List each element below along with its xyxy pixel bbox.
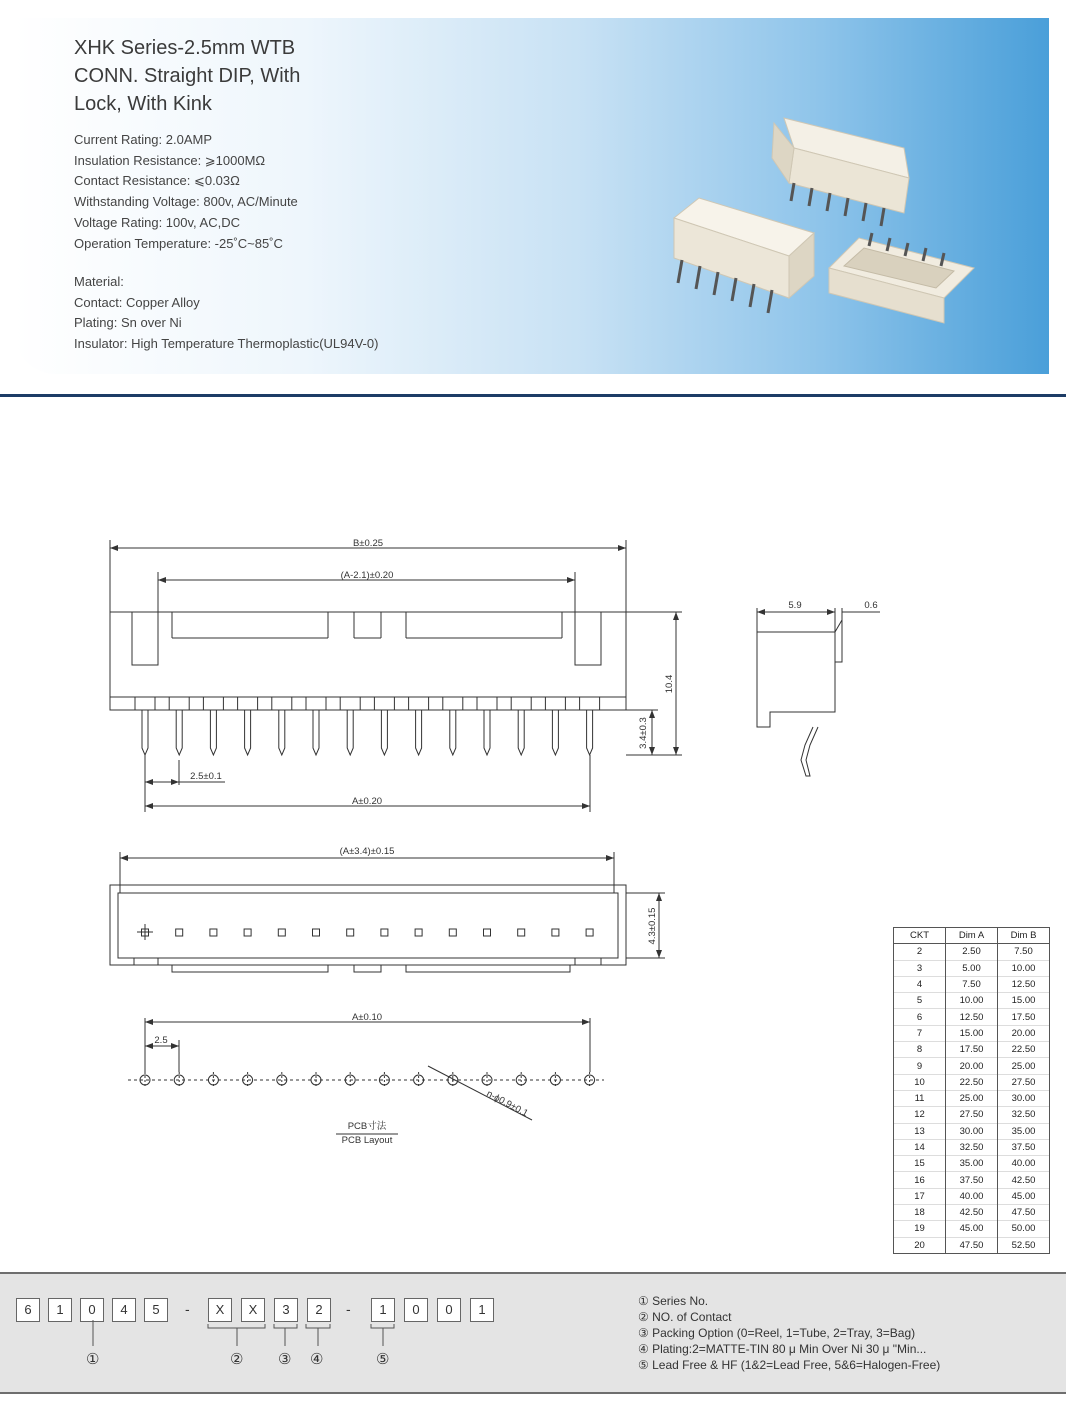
pin-slot [374, 697, 394, 710]
contact-square [244, 929, 251, 936]
pin [587, 710, 593, 755]
part-number-digit: X [208, 1298, 232, 1322]
table-cell-dim-a: 32.50 [946, 1139, 998, 1155]
table-row [894, 976, 1050, 992]
table-cell-ckt: 2 [894, 944, 946, 960]
table-cell-ckt: 15 [894, 1156, 946, 1172]
contact-square [210, 929, 217, 936]
pcb-caption-cn: PCB寸法 [347, 1121, 387, 1132]
table-cell-dim-b: 20.00 [998, 1025, 1050, 1041]
table-row [894, 1156, 1050, 1172]
table-cell-dim-a: 17.50 [946, 1042, 998, 1058]
pcb-holes [140, 1072, 595, 1088]
table-cell-dim-b: 10.00 [998, 960, 1050, 976]
table-cell-dim-b: 37.50 [998, 1139, 1050, 1155]
table-cell-dim-a: 12.50 [946, 1009, 998, 1025]
dim-b: B±0.25 [352, 538, 384, 549]
contact-square [176, 929, 183, 936]
table-cell-dim-a: 27.50 [946, 1107, 998, 1123]
dim-pcb-a: A±0.10 [351, 1012, 383, 1023]
table-cell-dim-a: 45.00 [946, 1221, 998, 1237]
contact-square [278, 929, 285, 936]
table-cell-dim-a: 25.00 [946, 1090, 998, 1106]
pin-slot [477, 697, 497, 710]
pin [518, 710, 524, 755]
table-cell-dim-a: 22.50 [946, 1074, 998, 1090]
legend-series: ① Series No. [638, 1294, 709, 1308]
table-cell-ckt: 8 [894, 1042, 946, 1058]
table-cell-dim-a: 42.50 [946, 1205, 998, 1221]
table-cell-ckt: 3 [894, 960, 946, 976]
table-cell-ckt: 10 [894, 1074, 946, 1090]
table-cell-dim-b: 15.00 [998, 993, 1050, 1009]
legend-contacts: ② NO. of Contact [638, 1310, 732, 1324]
table-cell-ckt: 12 [894, 1107, 946, 1123]
pin-slot [545, 697, 565, 710]
table-cell-dim-a: 10.00 [946, 993, 998, 1009]
pin-slot [272, 697, 292, 710]
contact-square [449, 929, 456, 936]
table-header-dim-b: Dim B [998, 928, 1050, 944]
contact-square [381, 929, 388, 936]
spec-insulation-resistance: Insulation Resistance: ⩾1000MΩ [74, 152, 266, 168]
product-photo [654, 98, 994, 338]
spec-operation-temperature: Operation Temperature: -25˚C~85˚C [74, 235, 283, 251]
pin-slot [409, 697, 429, 710]
pin-slot [135, 697, 155, 710]
part-number-digit: 0 [80, 1298, 104, 1322]
table-cell-ckt: 20 [894, 1237, 946, 1253]
part-number-digit: 1 [470, 1298, 494, 1322]
pin [484, 710, 490, 755]
header-panel [14, 18, 1049, 374]
dim-pitch: 2.5±0.1 [190, 771, 222, 782]
table-cell-dim-b: 25.00 [998, 1058, 1050, 1074]
contact-square [415, 929, 422, 936]
marker-1: ① [86, 1350, 100, 1368]
material-list [74, 272, 378, 355]
table-cell-ckt: 19 [894, 1221, 946, 1237]
pin-slot [203, 697, 223, 710]
pin-slot [169, 697, 189, 710]
title-line: Lock, With Kink [74, 93, 212, 115]
part-number-digit: 4 [112, 1298, 136, 1322]
table-row [894, 1123, 1050, 1139]
dim-top-depth: 4.3±0.15 [647, 907, 658, 945]
table-cell-dim-a: 20.00 [946, 1058, 998, 1074]
dim-pcb-pitch: 2.5 [154, 1035, 168, 1046]
front-view-pins [135, 697, 600, 755]
marker-5: ⑤ [376, 1350, 390, 1368]
pin [450, 710, 456, 755]
part-number-dash: - [185, 1301, 190, 1317]
table-cell-dim-b: 42.50 [998, 1172, 1050, 1188]
table-row [894, 960, 1050, 976]
table-cell-dim-a: 47.50 [946, 1237, 998, 1253]
table-cell-ckt: 14 [894, 1139, 946, 1155]
table-row [894, 1237, 1050, 1253]
pcb-caption-en: PCB Layout [341, 1135, 393, 1146]
part-number-digit: 6 [16, 1298, 40, 1322]
pin [210, 710, 216, 755]
table-cell-dim-a: 37.50 [946, 1172, 998, 1188]
contact-square [518, 929, 525, 936]
connector-image-left [674, 198, 814, 313]
part-number-digit: X [241, 1298, 265, 1322]
pin [279, 710, 285, 755]
table-cell-ckt: 7 [894, 1025, 946, 1041]
table-cell-dim-a: 30.00 [946, 1123, 998, 1139]
connector-image-right [829, 233, 974, 323]
contact-square [313, 929, 320, 936]
table-row [894, 1074, 1050, 1090]
table-row [894, 1025, 1050, 1041]
table-cell-dim-b: 12.50 [998, 976, 1050, 992]
part-number-digit: 0 [437, 1298, 461, 1322]
pin [313, 710, 319, 755]
material-heading: Material: [74, 274, 124, 289]
legend-packing: ③ Packing Option (0=Reel, 1=Tube, 2=Tray, 3=Bag) [638, 1326, 916, 1340]
legend-plating: ④ Plating:2=MATTE-TIN 80 μ Min Over Ni 30 μ "Min... [638, 1342, 927, 1356]
part-number-digit: 2 [307, 1298, 331, 1322]
table-cell-dim-b: 17.50 [998, 1009, 1050, 1025]
pin-slot [443, 697, 463, 710]
table-row [894, 1090, 1050, 1106]
table-cell-dim-b: 32.50 [998, 1107, 1050, 1123]
table-row [894, 1042, 1050, 1058]
dim-a: A±0.20 [351, 796, 383, 807]
table-cell-dim-b: 50.00 [998, 1221, 1050, 1237]
table-cell-ckt: 5 [894, 993, 946, 1009]
table-cell-dim-b: 47.50 [998, 1205, 1050, 1221]
dimension-table [893, 927, 1050, 1254]
pin [176, 710, 182, 755]
spec-list [74, 130, 298, 254]
product-title [74, 34, 394, 118]
pin-slot [511, 697, 531, 710]
table-cell-dim-a: 5.00 [946, 960, 998, 976]
connector-image-back [772, 118, 909, 226]
contact-square [586, 929, 593, 936]
table-cell-dim-a: 7.50 [946, 976, 998, 992]
part-number-digit: 1 [48, 1298, 72, 1322]
table-cell-dim-a: 40.00 [946, 1188, 998, 1204]
pin-slot [580, 697, 600, 710]
table-cell-dim-b: 30.00 [998, 1090, 1050, 1106]
contact-square [484, 929, 491, 936]
header-divider [0, 394, 1066, 397]
table-header-dim-a: Dim A [946, 928, 998, 944]
table-cell-dim-b: 45.00 [998, 1188, 1050, 1204]
table-cell-ckt: 16 [894, 1172, 946, 1188]
table-cell-ckt: 13 [894, 1123, 946, 1139]
dim-side-width: 5.9 [788, 600, 802, 611]
table-header-row [894, 928, 1050, 944]
dim-side-thickness: 0.6 [864, 600, 878, 611]
pin-slot [340, 697, 360, 710]
table-row [894, 1221, 1050, 1237]
dim-hole: n-ϕ0.9±0.1 [484, 1088, 530, 1120]
pin [381, 710, 387, 755]
table-cell-ckt: 17 [894, 1188, 946, 1204]
table-row [894, 1188, 1050, 1204]
table-cell-ckt: 4 [894, 976, 946, 992]
pin [416, 710, 422, 755]
title-line: CONN. Straight DIP, With [74, 65, 301, 87]
table-row [894, 993, 1050, 1009]
table-cell-dim-b: 7.50 [998, 944, 1050, 960]
part-number-leaders [0, 1320, 420, 1352]
dim-a-minus: (A-2.1)±0.20 [340, 570, 394, 581]
table-row [894, 1009, 1050, 1025]
part-number-legend [638, 1293, 940, 1373]
table-cell-dim-a: 15.00 [946, 1025, 998, 1041]
top-view-holes [137, 924, 593, 940]
material-insulator: Insulator: High Temperature Thermoplastic(UL94V-0) [74, 336, 379, 352]
table-cell-dim-b: 52.50 [998, 1237, 1050, 1253]
spec-withstanding-voltage: Withstanding Voltage: 800v, AC/Minute [74, 194, 298, 210]
pin [142, 710, 148, 755]
part-number-digit: 3 [274, 1298, 298, 1322]
table-cell-dim-b: 40.00 [998, 1156, 1050, 1172]
material-contact: Contact: Copper Alloy [74, 294, 200, 310]
marker-4: ④ [310, 1350, 324, 1368]
dim-height: 10.4 [664, 674, 675, 694]
dim-pin-length: 3.4±0.3 [638, 717, 649, 749]
table-row [894, 1107, 1050, 1123]
pin [552, 710, 558, 755]
table-cell-dim-b: 27.50 [998, 1074, 1050, 1090]
part-number-digit: 5 [144, 1298, 168, 1322]
table-row [894, 1205, 1050, 1221]
table-cell-ckt: 18 [894, 1205, 946, 1221]
legend-lead-free: ⑤ Lead Free & HF (1&2=Lead Free, 5&6=Halogen-Free) [638, 1358, 941, 1372]
table-row [894, 1058, 1050, 1074]
marker-2: ② [230, 1350, 244, 1368]
table-cell-dim-a: 2.50 [946, 944, 998, 960]
dim-top-a-plus: (A±3.4)±0.15 [339, 846, 395, 857]
material-plating: Plating: Sn over Ni [74, 315, 182, 331]
pin-slot [306, 697, 326, 710]
spec-current-rating: Current Rating: 2.0AMP [74, 132, 213, 147]
part-number-dash: - [346, 1301, 351, 1317]
pin [245, 710, 251, 755]
contact-square [552, 929, 559, 936]
title-line: XHK Series-2.5mm WTB [74, 37, 296, 59]
part-number-digit: 1 [371, 1298, 395, 1322]
pin-slot [238, 697, 258, 710]
table-cell-ckt: 6 [894, 1009, 946, 1025]
part-number-digit: 0 [404, 1298, 428, 1322]
table-cell-dim-b: 22.50 [998, 1042, 1050, 1058]
table-row [894, 1172, 1050, 1188]
table-header-ckt: CKT [894, 928, 946, 944]
pin [347, 710, 353, 755]
table-cell-ckt: 9 [894, 1058, 946, 1074]
spec-voltage-rating: Voltage Rating: 100v, AC,DC [74, 214, 240, 230]
contact-square [347, 929, 354, 936]
spec-contact-resistance: Contact Resistance: ⩽0.03Ω [74, 173, 240, 189]
marker-3: ③ [278, 1350, 292, 1368]
table-row [894, 944, 1050, 960]
table-row [894, 1139, 1050, 1155]
table-cell-dim-a: 35.00 [946, 1156, 998, 1172]
table-cell-dim-b: 35.00 [998, 1123, 1050, 1139]
table-cell-ckt: 11 [894, 1090, 946, 1106]
